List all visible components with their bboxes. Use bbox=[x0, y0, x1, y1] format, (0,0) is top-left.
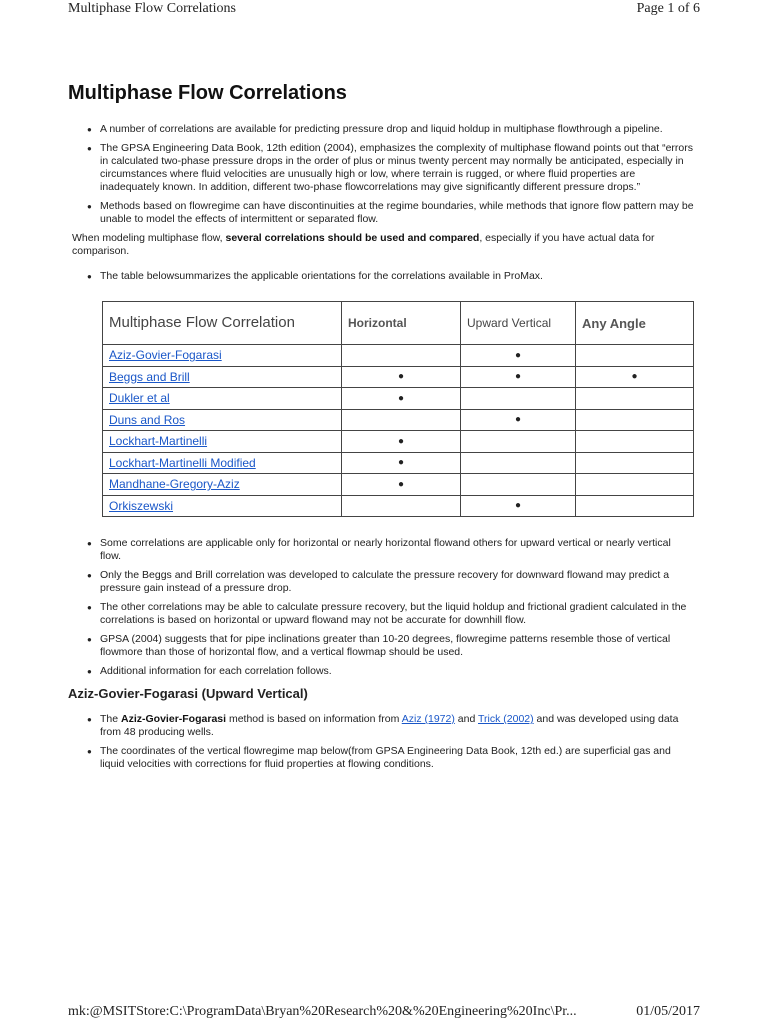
paragraph-text: , especially if you have actual data for comparison. bbox=[72, 232, 655, 257]
horizontal-cell bbox=[342, 345, 461, 367]
list-item: ● Methods based on flowregime can have discontinuities at the regime boundaries, while methods that ignore flow pattern may be unable to model the effects of intermittent or separated flow. bbox=[100, 200, 694, 226]
text: and bbox=[454, 713, 479, 725]
upward-vertical-cell: ● bbox=[461, 495, 576, 517]
upward-vertical-cell: ● bbox=[461, 366, 576, 388]
correlation-link[interactable]: Aziz-Govier-Fogarasi bbox=[109, 348, 222, 363]
footer-date: 01/05/2017 bbox=[636, 1004, 700, 1019]
horizontal-cell: ● bbox=[342, 388, 461, 410]
upward-vertical-cell bbox=[461, 474, 576, 496]
table-row bbox=[103, 388, 694, 410]
column-header-upward-vertical: Upward Vertical bbox=[461, 302, 576, 345]
table-intro-list bbox=[68, 270, 694, 283]
print-header bbox=[0, 0, 768, 22]
list-item: ● Additional information for each correlation follows. bbox=[100, 665, 694, 678]
list-item: ● A number of correlations are available for predicting pressure drop and liquid holdup in multiphase flowthrough a pipeline. bbox=[100, 123, 694, 136]
paragraph-text: When modeling multiphase flow, bbox=[72, 232, 226, 244]
list-item: ● The table belowsummarizes the applicable orientations for the correlations available in ProMax. bbox=[100, 270, 694, 283]
table-row bbox=[103, 409, 694, 431]
correlation-link[interactable]: Lockhart-Martinelli Modified bbox=[109, 455, 256, 470]
table-row bbox=[103, 431, 694, 453]
any-angle-cell bbox=[576, 345, 694, 367]
correlation-link[interactable]: Dukler et al bbox=[109, 391, 170, 406]
horizontal-cell: ● bbox=[342, 366, 461, 388]
print-footer bbox=[0, 1004, 768, 1024]
intro-list bbox=[68, 123, 694, 226]
any-angle-cell bbox=[576, 388, 694, 410]
table-row bbox=[103, 452, 694, 474]
list-item: ● GPSA (2004) suggests that for pipe inclinations greater than 10-20 degrees, flowregime patterns resemble those of vertical flowmore than those of horizontal flow, and a vertical flowmap should be used. bbox=[100, 633, 694, 659]
any-angle-cell bbox=[576, 431, 694, 453]
list-item bbox=[100, 713, 694, 739]
any-angle-cell bbox=[576, 474, 694, 496]
section-heading: Aziz-Govier-Fogarasi (Upward Vertical) bbox=[68, 686, 308, 701]
correlation-link[interactable]: Orkiszewski bbox=[109, 498, 174, 513]
horizontal-cell: ● bbox=[342, 431, 461, 453]
document-content bbox=[68, 82, 694, 777]
paragraph-emphasis: several correlations should be used and compared bbox=[225, 232, 480, 244]
table-row bbox=[103, 345, 694, 367]
list-item: ● The GPSA Engineering Data Book, 12th edition (2004), emphasizes the complexity of multiphase flowand points out that “errors in calculated two-phase pressure drops in the order of plus or minus twenty percent may normally be anticipated, especially in circumstances where fluid velocities are unusually high or low, where terrain is rugged, or where fluid properties are inadequately known. In addition, different two-phase flowcorrelations may give significantly different pressure drops.” bbox=[100, 142, 694, 194]
modeling-paragraph bbox=[72, 232, 694, 258]
column-header-horizontal: Horizontal bbox=[342, 302, 461, 345]
correlation-table bbox=[102, 301, 694, 517]
upward-vertical-cell bbox=[461, 431, 576, 453]
correlation-link[interactable]: Duns and Ros bbox=[109, 412, 186, 427]
reference-link-trick[interactable]: Trick (2002) bbox=[478, 713, 534, 725]
list-item: ● Only the Beggs and Brill correlation was developed to calculate the pressure recovery for downward flowand may predict a pressure gain instead of a pressure drop. bbox=[100, 569, 694, 595]
upward-vertical-cell: ● bbox=[461, 409, 576, 431]
page-title: Multiphase Flow Correlations bbox=[68, 82, 347, 104]
table-row bbox=[103, 366, 694, 388]
table-row bbox=[103, 474, 694, 496]
footer-path: mk:@MSITStore:C:\ProgramData\Bryan%20Research%20&%20Engineering%20Inc\Pr... bbox=[68, 1004, 577, 1019]
table-header-row bbox=[103, 302, 694, 345]
table-row bbox=[103, 495, 694, 517]
upward-vertical-cell bbox=[461, 452, 576, 474]
reference-link-aziz[interactable]: Aziz (1972) bbox=[401, 713, 455, 725]
any-angle-cell bbox=[576, 452, 694, 474]
any-angle-cell: ● bbox=[576, 366, 694, 388]
page-number: Page 1 of 6 bbox=[636, 1, 700, 16]
any-angle-cell bbox=[576, 409, 694, 431]
correlation-link[interactable]: Beggs and Brill bbox=[109, 369, 190, 384]
horizontal-cell bbox=[342, 495, 461, 517]
horizontal-cell: ● bbox=[342, 452, 461, 474]
column-header-any-angle: Any Angle bbox=[576, 302, 694, 345]
upward-vertical-cell: ● bbox=[461, 345, 576, 367]
text: and was developed using data from 48 producing wells. bbox=[100, 713, 679, 738]
horizontal-cell: ● bbox=[342, 474, 461, 496]
section-list bbox=[68, 713, 694, 771]
header-title: Multiphase Flow Correlations bbox=[68, 1, 236, 16]
text: The bbox=[100, 713, 122, 725]
list-item: ● The coordinates of the vertical flowregime map below(from GPSA Engineering Data Book, 12th ed.) are superficial gas and liquid velocities with corrections for fluid properties at flowing conditions. bbox=[100, 745, 694, 771]
correlation-link[interactable]: Lockhart-Martinelli bbox=[109, 434, 208, 449]
notes-list bbox=[68, 537, 694, 678]
correlation-link[interactable]: Mandhane-Gregory-Aziz bbox=[109, 477, 240, 492]
any-angle-cell bbox=[576, 495, 694, 517]
column-header-correlation: Multiphase Flow Correlation bbox=[103, 302, 342, 345]
list-item: ● Some correlations are applicable only for horizontal or nearly horizontal flowand others for upward vertical or nearly vertical flow. bbox=[100, 537, 694, 563]
horizontal-cell bbox=[342, 409, 461, 431]
method-name: Aziz-Govier-Fogarasi bbox=[121, 713, 227, 725]
list-item: ● The other correlations may be able to calculate pressure recovery, but the liquid holdup and frictional gradient calculated in the correlations is based on horizontal or upward flowand may not be accurate for downhill flow. bbox=[100, 601, 694, 627]
text: method is based on information from bbox=[226, 713, 402, 725]
upward-vertical-cell bbox=[461, 388, 576, 410]
